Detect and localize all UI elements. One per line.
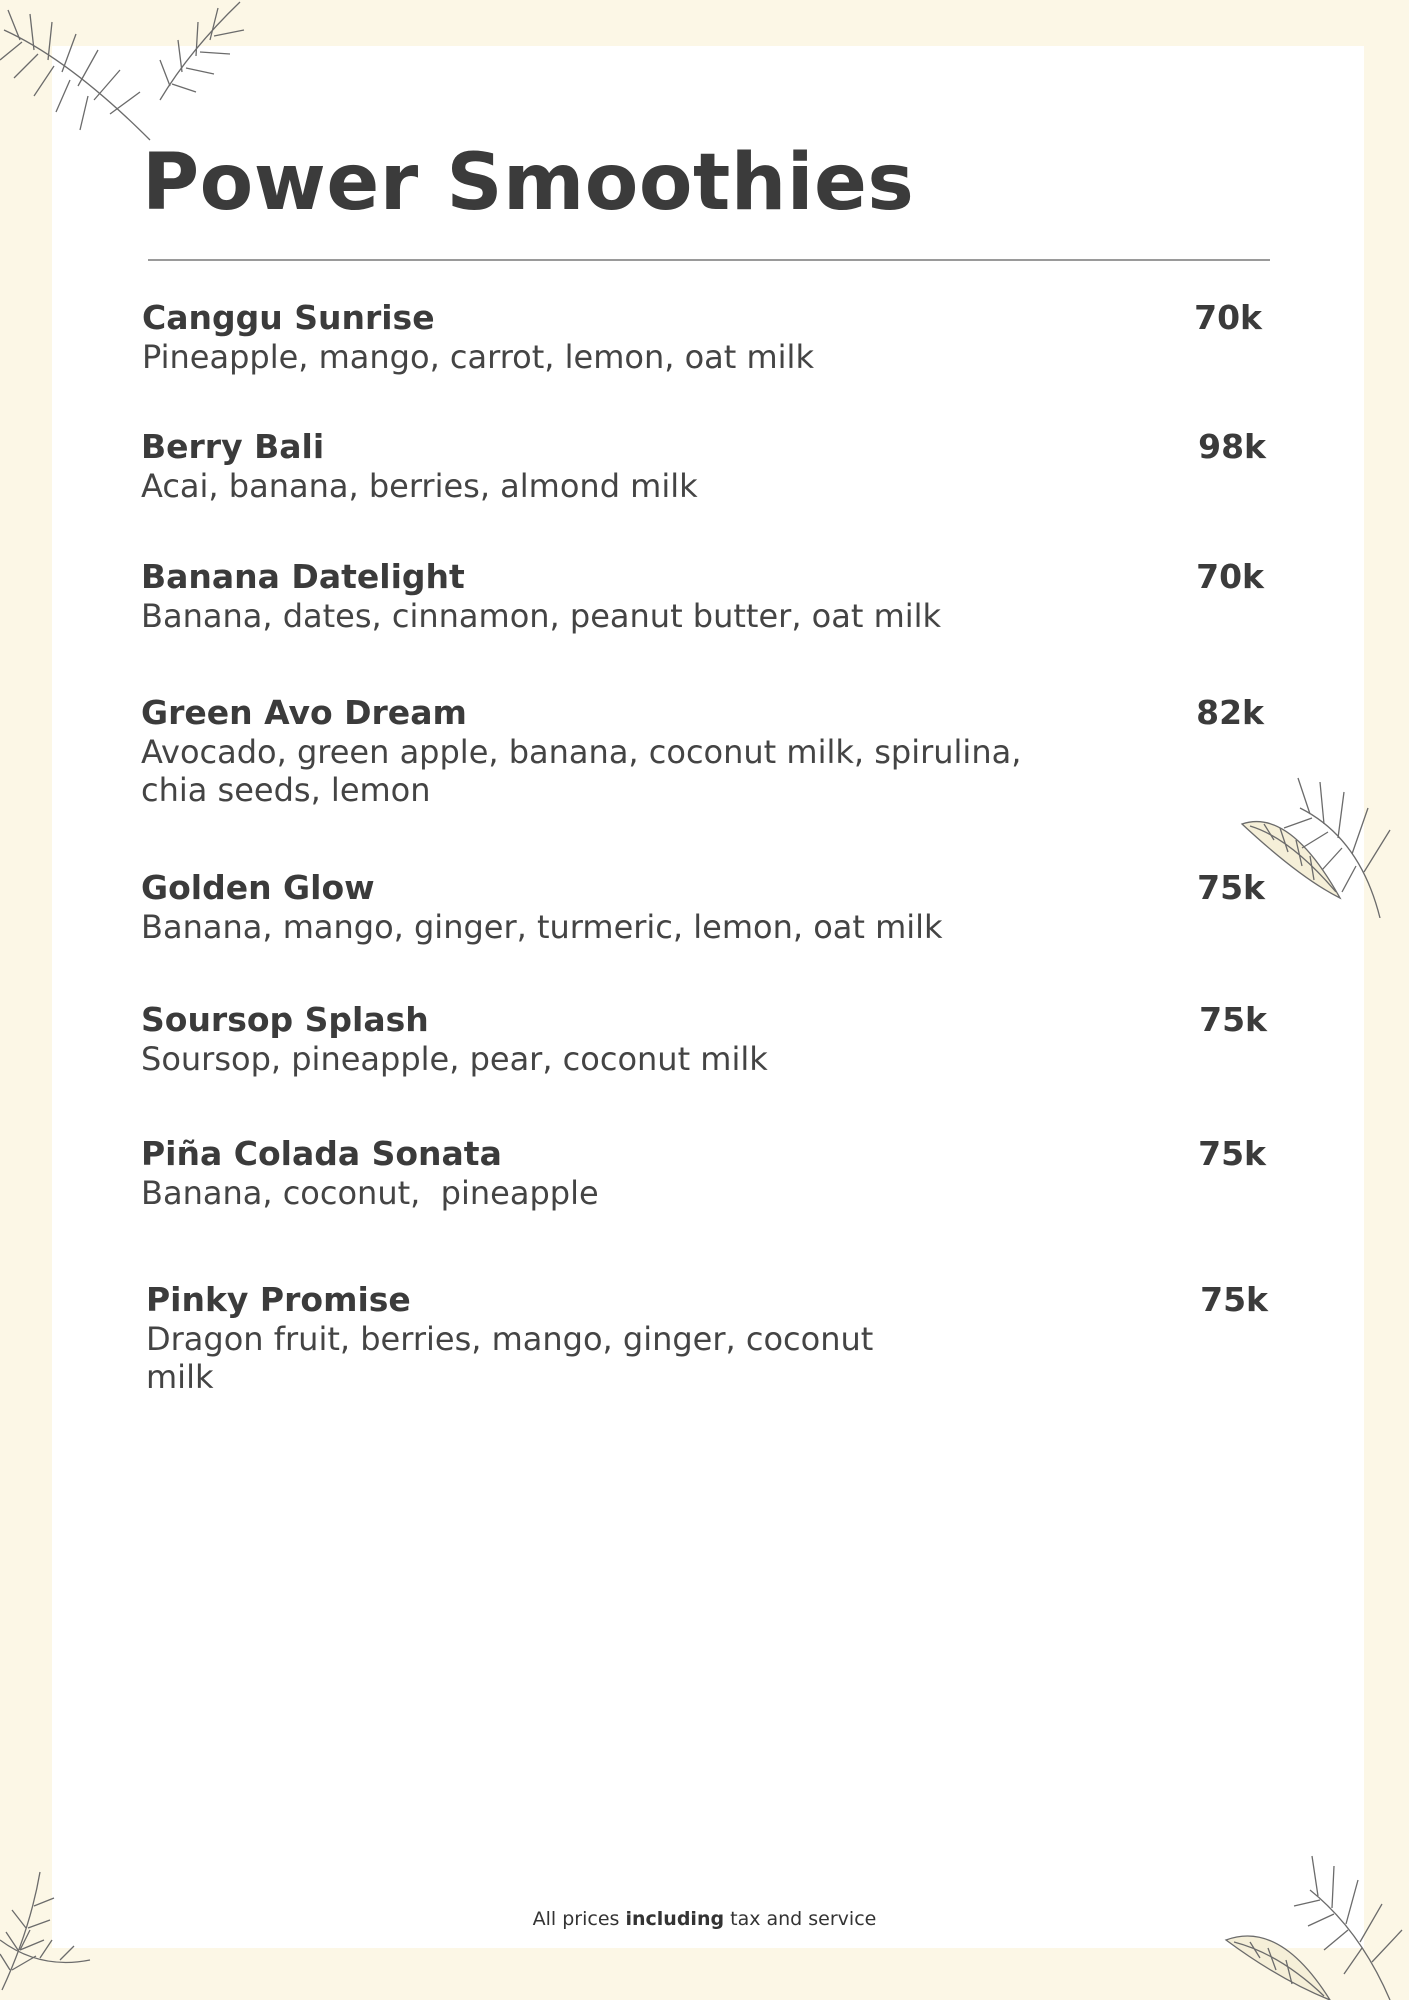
menu-item-name: Piña Colada Sonata	[141, 1134, 502, 1173]
menu-item	[141, 557, 1271, 635]
menu-item	[141, 427, 1271, 505]
menu-item-name: Green Avo Dream	[141, 693, 467, 732]
palm-leaf-icon-bottom-left	[0, 1870, 100, 2000]
menu-item-price: 75k	[1200, 1280, 1268, 1319]
page-title: Power Smoothies	[142, 138, 915, 228]
menu-item	[142, 298, 1272, 376]
menu-item-description: Banana, coconut, pineapple	[141, 1174, 599, 1212]
menu-item-price: 75k	[1198, 1134, 1266, 1173]
menu-item-price: 75k	[1199, 1000, 1267, 1039]
menu-item-name: Canggu Sunrise	[142, 298, 435, 337]
menu-item-name: Banana Datelight	[141, 557, 465, 596]
menu-item-name: Pinky Promise	[146, 1280, 411, 1319]
menu-item	[141, 693, 1271, 809]
price-note-suffix: tax and service	[724, 1908, 877, 1930]
menu-item	[141, 868, 1271, 946]
price-note	[0, 1908, 1409, 1930]
menu-item-price: 98k	[1198, 427, 1266, 466]
menu-item-price: 82k	[1196, 693, 1264, 732]
menu-item-price: 70k	[1196, 557, 1264, 596]
menu-item-description: Banana, mango, ginger, turmeric, lemon, oat milk	[141, 908, 943, 946]
menu-item	[141, 1134, 1271, 1212]
menu-item-name: Berry Bali	[141, 427, 325, 466]
menu-item	[146, 1280, 1276, 1396]
menu-item-description: Banana, dates, cinnamon, peanut butter, oat milk	[141, 597, 942, 635]
menu-item-name: Golden Glow	[141, 868, 375, 907]
price-note-prefix: All prices	[532, 1908, 626, 1930]
title-divider	[148, 259, 1270, 261]
price-note-emphasis: including	[625, 1908, 725, 1930]
menu-item-description: Avocado, green apple, banana, coconut milk, spirulina, chia seeds, lemon	[141, 733, 1022, 809]
menu-item-price: 70k	[1194, 298, 1262, 337]
menu-item-description: Acai, banana, berries, almond milk	[141, 467, 698, 505]
menu-item-description: Pineapple, mango, carrot, lemon, oat milk	[142, 338, 814, 376]
menu-item	[141, 1000, 1271, 1078]
menu-item-name: Soursop Splash	[141, 1000, 429, 1039]
menu-item-description: Dragon fruit, berries, mango, ginger, coconut milk	[146, 1320, 874, 1396]
menu-item-price: 75k	[1197, 868, 1265, 907]
palm-leaf-icon-top-left	[0, 0, 260, 150]
menu-item-description: Soursop, pineapple, pear, coconut milk	[141, 1040, 768, 1078]
